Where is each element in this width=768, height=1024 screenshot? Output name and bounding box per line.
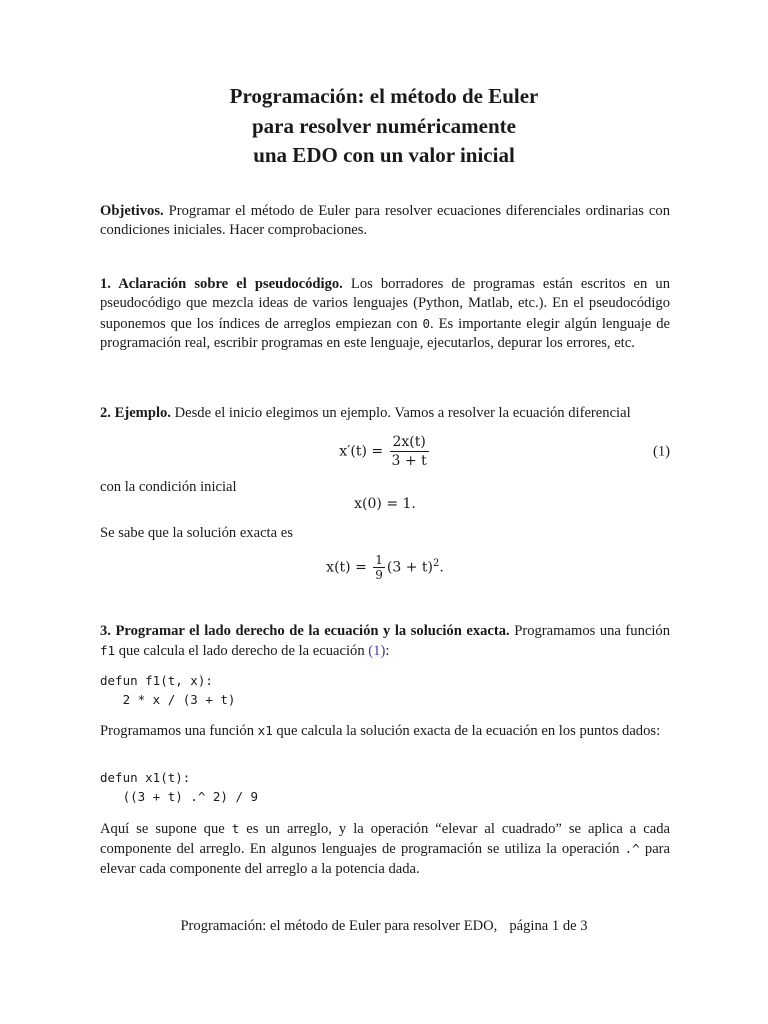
objectives-text: Programar el método de Euler para resolver ecuaciones diferenciales ordinarias con condiciones iniciales. Hacer comprobaciones. [100,203,670,239]
array-text-h: para elevar cada componente del arreglo a la potencia dada. [100,841,671,877]
code-block-f1: defun f1(t, x): 2 * x / (3 + t) [100,673,236,707]
objectives-paragraph [100,202,670,241]
x1-text-d: Programamos una función [100,723,258,739]
section-3-heading: 3. Programar el lado derecho de la ecuación y la solución exacta. [100,623,510,639]
power-operator: .^ [624,841,640,857]
x1-code-name: x1 [257,723,273,738]
equation-1-fraction [390,433,429,470]
page-footer [0,918,768,935]
equation-1-lhs: x′(t) = [339,443,388,460]
equation-3 [100,553,670,582]
initial-condition-text: con la condición inicial [100,479,237,495]
section-1-heading: 1. Aclaración sobre el pseudocódigo. [100,276,343,292]
footer-title: Programación: el método de Euler para resolver EDO, [180,918,498,934]
equation-1-numerator: 2x(t) [390,433,429,452]
f1-code-name: f1 [100,643,116,659]
section-2-text: Desde el inicio elegimos un ejemplo. Vamos a resolver la ecuación diferencial [170,405,631,421]
objectives-heading: Objetivos. [100,203,164,219]
x1-text-e: que calcula la solución exacta de la ecuación en los puntos dados: [272,723,661,739]
equation-1-denominator: 3 + t [391,453,427,469]
section-1-zero: 0 [422,315,430,331]
equation-1-reference[interactable]: (1) [368,643,386,660]
section-3-paragraph [100,622,670,662]
title-line-3: una EDO con un valor inicial [253,143,515,167]
section-1-text-b: . Es importante elegir algún lenguaje de programación real, escribir programas en este lenguaje, ejecutarlos, depurar los errores, etc. [100,315,671,351]
array-text-g: es un arreglo, y la operación “elevar al cuadrado” se aplica a cada componente del arreglo. En algunos lenguajes de programación se utiliza la operación [100,821,670,858]
equation-3-end: . [439,559,444,576]
equation-3-denominator: 9 [375,568,383,582]
exact-solution-text: Se sabe que la solución exacta es [100,525,293,541]
code-block-x1: defun x1(t): ((3 + t) .^ 2) / 9 [100,770,259,804]
section-3-text-b: que calcula el lado derecho de la ecuación [115,643,369,660]
page-title [0,82,768,171]
section-3-text-c: : [385,643,390,660]
section-2-heading: 2. Ejemplo. [100,405,171,421]
array-text-f: Aquí se supone que [100,821,232,837]
equation-2: x(0) = 1. [354,496,416,512]
equation-1 [100,433,670,470]
equation-3-exponent: 2 [432,557,440,569]
equation-3-base: (3 + t) [386,559,433,576]
array-operation-paragraph [100,819,670,879]
section-1-paragraph [100,275,670,353]
title-line-2: para resolver numéricamente [252,113,516,138]
section-2-paragraph [100,404,670,423]
section-3-text-a: Programamos una función [509,623,670,639]
title-line-1: Programación: el método de Euler [229,84,539,108]
x1-paragraph [100,721,670,741]
equation-1-number: (1) [652,443,670,459]
section-1-text-a: Los borradores de programas están escritos en un pseudocódigo que mezcla ideas de varios lenguajes (Python, Matlab, etc.). En el pseudocódigo suponemos que los índices de arreglos empiezan con [100,276,670,332]
equation-3-fraction [373,553,385,582]
t-code-name: t [231,821,240,836]
equation-3-lhs: x(t) = [326,559,372,576]
footer-page-number: página 1 de 3 [509,918,588,934]
equation-3-numerator: 1 [375,553,383,567]
